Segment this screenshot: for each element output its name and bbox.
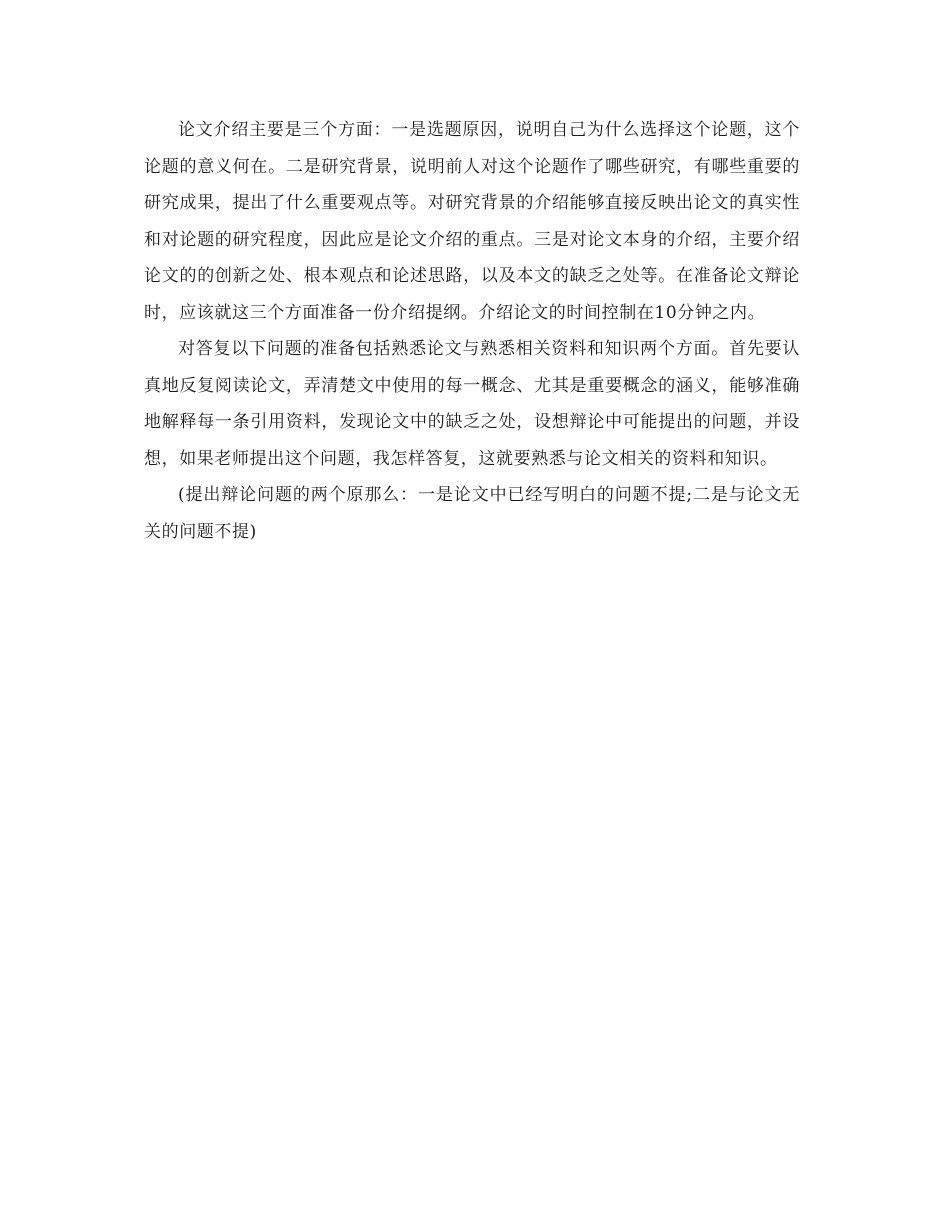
paragraph-thesis-introduction: 论文介绍主要是三个方面：一是选题原因，说明自己为什么选择这个论题，这个论题的意义何在。二是研究背景，说明前人对这个论题作了哪些研究，有哪些重要的研究成果，提出了什么重要观点等。对研究背景的介绍能够直接反映出论文的真实性和对论题的研究程度，因此应是论文介绍的重点。三是对论文本身的介绍，主要介绍论文的的创新之处、根本观点和论述思路，以及本文的缺乏之处等。在准备论文辩论时，应该就这三个方面准备一份介绍提纲。介绍论文的时间控制在10分钟之内。 <box>144 120 800 323</box>
document-body <box>144 112 800 550</box>
paragraph-question-principles: (提出辩论问题的两个原那么：一是论文中已经写明白的问题不提;二是与论文无关的问题不提) <box>144 485 800 542</box>
paragraph-answer-preparation: 对答复以下问题的准备包括熟悉论文与熟悉相关资料和知识两个方面。首先要认真地反复阅读论文，弄清楚文中使用的每一概念、尤其是重要概念的涵义，能够准确地解释每一条引用资料，发现论文中的缺乏之处，设想辩论中可能提出的问题，并设想，如果老师提出这个问题，我怎样答复，这就要熟悉与论文相关的资料和知识。 <box>144 339 800 469</box>
